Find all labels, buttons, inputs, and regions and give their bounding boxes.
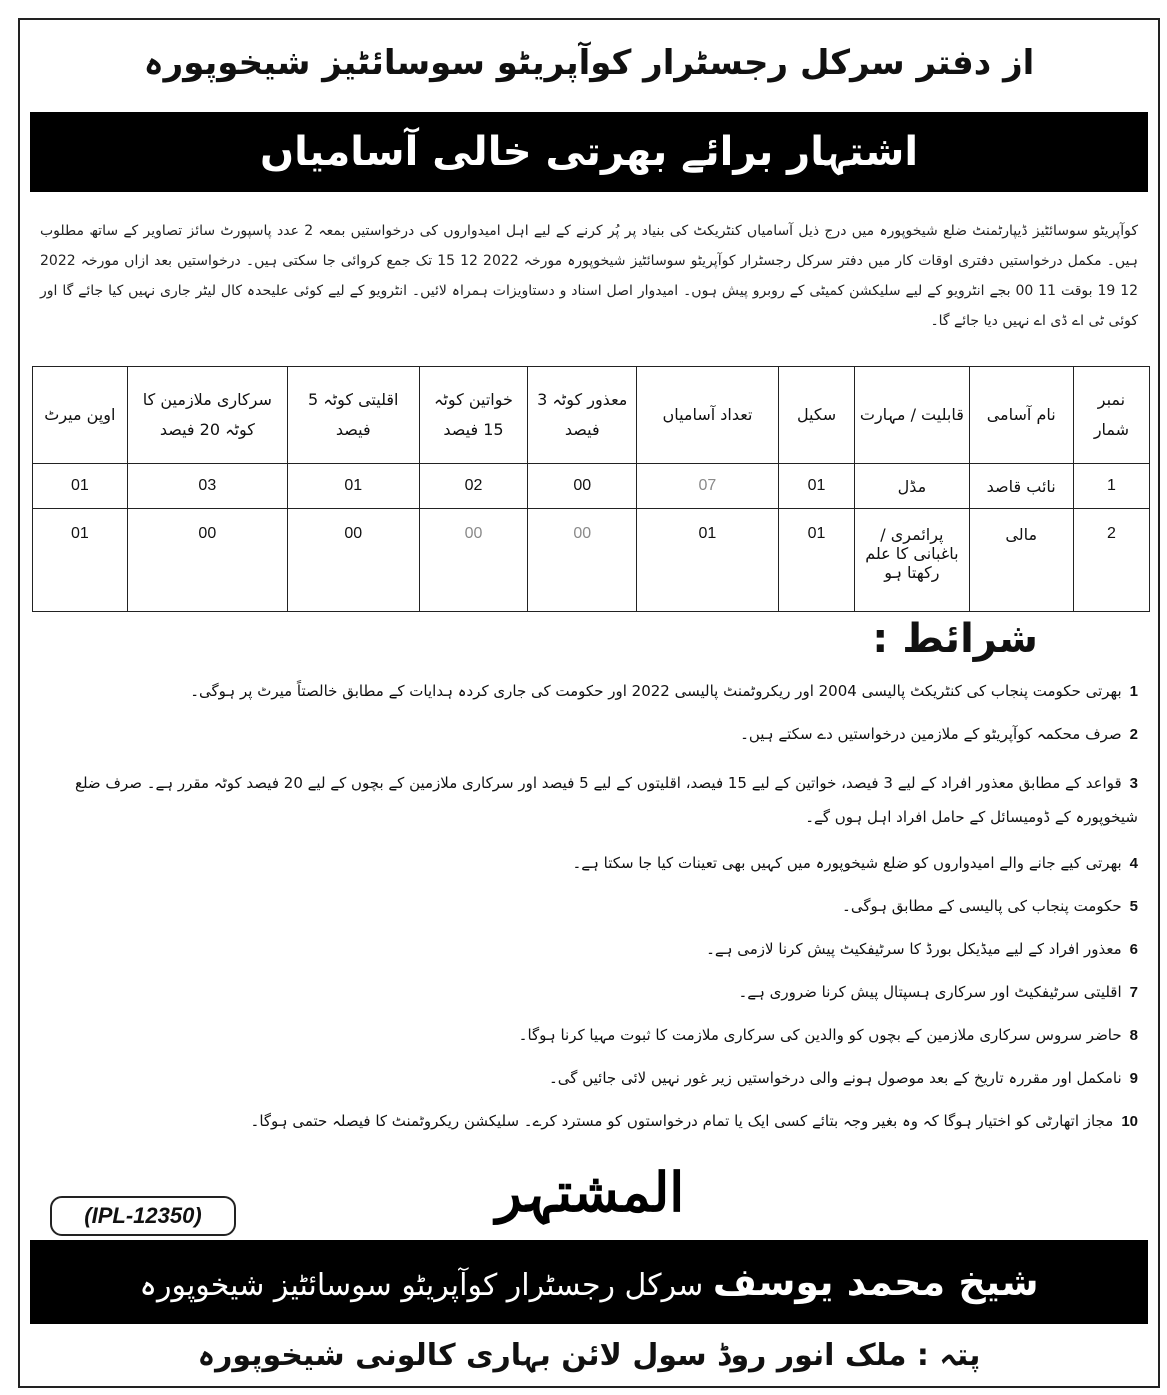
condition-item	[40, 680, 1138, 703]
condition-text: بھرتی حکومت پنجاب کی کنٹریکٹ پالیسی 2004 اور ریکروٹمنٹ پالیسی 2022 اور حکومت کی جاری کردہ ہدایات کے مطابق خالصتاً میرٹ پر ہوگی۔	[190, 682, 1122, 700]
condition-item	[40, 895, 1138, 918]
condition-text: حاضر سروس سرکاری ملازمین کے بچوں کو والدین کی سرکاری ملازمت کا ثبوت مہیا کرنا ہوگا۔	[518, 1026, 1122, 1044]
cell-open: 01	[33, 509, 128, 612]
cell-qualification: پرائمری / باغبانی کا علم رکھتا ہو	[855, 509, 969, 612]
col-open: اوپن میرٹ	[33, 367, 128, 464]
condition-number: 7	[1129, 984, 1138, 1001]
advertiser-signature: المشتہر	[495, 1160, 685, 1224]
cell-total: 07	[637, 464, 779, 509]
col-total: تعداد آسامیاں	[637, 367, 779, 464]
condition-item	[40, 1024, 1138, 1047]
condition-text: اقلیتی سرٹیفکیٹ اور سرکاری ہسپتال پیش کرنا ضروری ہے۔	[738, 983, 1122, 1001]
col-qualification: قابلیت / مہارت	[855, 367, 969, 464]
col-women: خواتین کوٹہ 15 فیصد	[419, 367, 528, 464]
cell-women: 02	[419, 464, 528, 509]
cell-serial: 1	[1073, 464, 1149, 509]
vacancies-table	[32, 366, 1150, 612]
table-row	[33, 464, 1150, 509]
condition-number: 6	[1129, 941, 1138, 958]
condition-number: 2	[1129, 726, 1138, 743]
office-heading: از دفتر سرکل رجسٹرار کوآپریٹو سوسائٹیز شیخوپورہ	[143, 43, 1035, 83]
condition-text: معذور افراد کے لیے میڈیکل بورڈ کا سرٹیفکیٹ پیش کرنا لازمی ہے۔	[706, 940, 1122, 958]
cell-disabled: 00	[528, 509, 637, 612]
condition-text: نامکمل اور مقررہ تاریخ کے بعد موصول ہونے والی درخواستیں زیر غور نہیں لائی جائیں گی۔	[549, 1069, 1122, 1087]
cell-post: نائب قاصد	[969, 464, 1073, 509]
conditions-heading: شرائط :	[872, 616, 1038, 662]
ipl-reference-badge: (IPL-12350)	[50, 1196, 236, 1236]
table-row	[33, 509, 1150, 612]
condition-number: 3	[1129, 775, 1138, 792]
cell-total: 01	[637, 509, 779, 612]
condition-number: 4	[1129, 855, 1138, 872]
officer-banner	[30, 1240, 1148, 1324]
col-govt: سرکاری ملازمین کا کوٹہ 20 فیصد	[127, 367, 287, 464]
condition-item	[40, 981, 1138, 1004]
officer-designation: سرکل رجسٹرار کوآپریٹو سوسائٹیز شیخوپورہ	[139, 1268, 704, 1303]
cell-govt: 00	[127, 509, 287, 612]
cell-women: 00	[419, 509, 528, 612]
condition-text: بھرتی کیے جانے والے امیدواروں کو ضلع شیخوپورہ میں کہیں بھی تعینات کیا جا سکتا ہے۔	[572, 854, 1122, 872]
condition-text: حکومت پنجاب کی پالیسی کے مطابق ہوگی۔	[842, 897, 1122, 915]
cell-minority: 00	[287, 509, 419, 612]
condition-number: 8	[1129, 1027, 1138, 1044]
cell-minority: 01	[287, 464, 419, 509]
advertisement-page	[18, 18, 1160, 1388]
col-minority: اقلیتی کوٹہ 5 فیصد	[287, 367, 419, 464]
condition-item	[40, 723, 1138, 746]
intro-paragraph: کوآپریٹو سوسائٹیز ڈیپارٹمنٹ ضلع شیخوپورہ میں درج ذیل آسامیاں کنٹریکٹ کی بنیاد پر پُر کرنے کے لیے اہل امیدواروں کی درخواستیں بمعہ 2 عدد پاسپورٹ سائز تصاویر کے ساتھ مطلوب ہیں۔ مکمل درخواستیں دفتری اوقات کار میں دفتر سرکل رجسٹرار کوآپریٹو سوسائٹیز شیخوپورہ مورخہ 2022 12 15 تک جمع کروائی جا سکتی ہیں۔ درخواستیں بعد ازاں مورخہ 2022 12 19 بوقت 11 00 بجے انٹرویو کے لیے سلیکشن کمیٹی کے روبرو پیش ہوں۔ امیدوار اصل اسناد و دستاویزات ہمراہ لائیں۔ انٹرویو کے لیے کوئی علیحدہ کال لیٹر جاری نہیں کیا جائے گا اور کوئی ٹی اے ڈی اے نہیں دیا جائے گا۔	[40, 223, 1139, 329]
condition-item	[40, 852, 1138, 875]
col-serial: نمبر شمار	[1073, 367, 1149, 464]
col-disabled: معذور کوٹہ 3 فیصد	[528, 367, 637, 464]
cell-post: مالی	[969, 509, 1073, 612]
advertisement-banner: اشتہار برائے بھرتی خالی آسامیاں	[30, 112, 1148, 192]
condition-item	[40, 938, 1138, 961]
condition-item	[40, 1067, 1138, 1090]
condition-item	[40, 766, 1138, 834]
office-address: پتہ : ملک انور روڈ سول لائن بہاری کالونی شیخوپورہ	[197, 1338, 981, 1373]
condition-text: قواعد کے مطابق معذور افراد کے لیے 3 فیصد، خواتین کے لیے 15 فیصد، اقلیتوں کے لیے 5 فیصد اور سرکاری ملازمین کے بچوں کے لیے 20 فیصد کوٹہ مقرر ہے۔ صرف ضلع شیخوپورہ کے ڈومیسائل کے حامل افراد اہل ہوں گے۔	[74, 774, 1138, 826]
cell-scale: 01	[778, 464, 854, 509]
col-post: نام آسامی	[969, 367, 1073, 464]
cell-open: 01	[33, 464, 128, 509]
condition-item	[40, 1110, 1138, 1133]
table-header-row	[33, 367, 1150, 464]
cell-disabled: 00	[528, 464, 637, 509]
condition-number: 10	[1121, 1113, 1138, 1130]
condition-text: مجاز اتھارٹی کو اختیار ہوگا کہ وہ بغیر وجہ بتائے کسی ایک یا تمام درخواستوں کو مسترد کرے۔ سلیکشن ریکروٹمنٹ کا فیصلہ حتمی ہوگا۔	[250, 1112, 1114, 1130]
conditions-list	[40, 680, 1138, 1153]
condition-number: 1	[1129, 683, 1138, 700]
condition-text: صرف محکمہ کوآپریٹو کے ملازمین درخواستیں دے سکتے ہیں۔	[740, 725, 1122, 743]
condition-number: 5	[1129, 898, 1138, 915]
cell-scale: 01	[778, 509, 854, 612]
cell-serial: 2	[1073, 509, 1149, 612]
cell-govt: 03	[127, 464, 287, 509]
cell-qualification: مڈل	[855, 464, 969, 509]
col-scale: سکیل	[778, 367, 854, 464]
condition-number: 9	[1129, 1070, 1138, 1087]
officer-name: شیخ محمد یوسف	[712, 1260, 1039, 1304]
